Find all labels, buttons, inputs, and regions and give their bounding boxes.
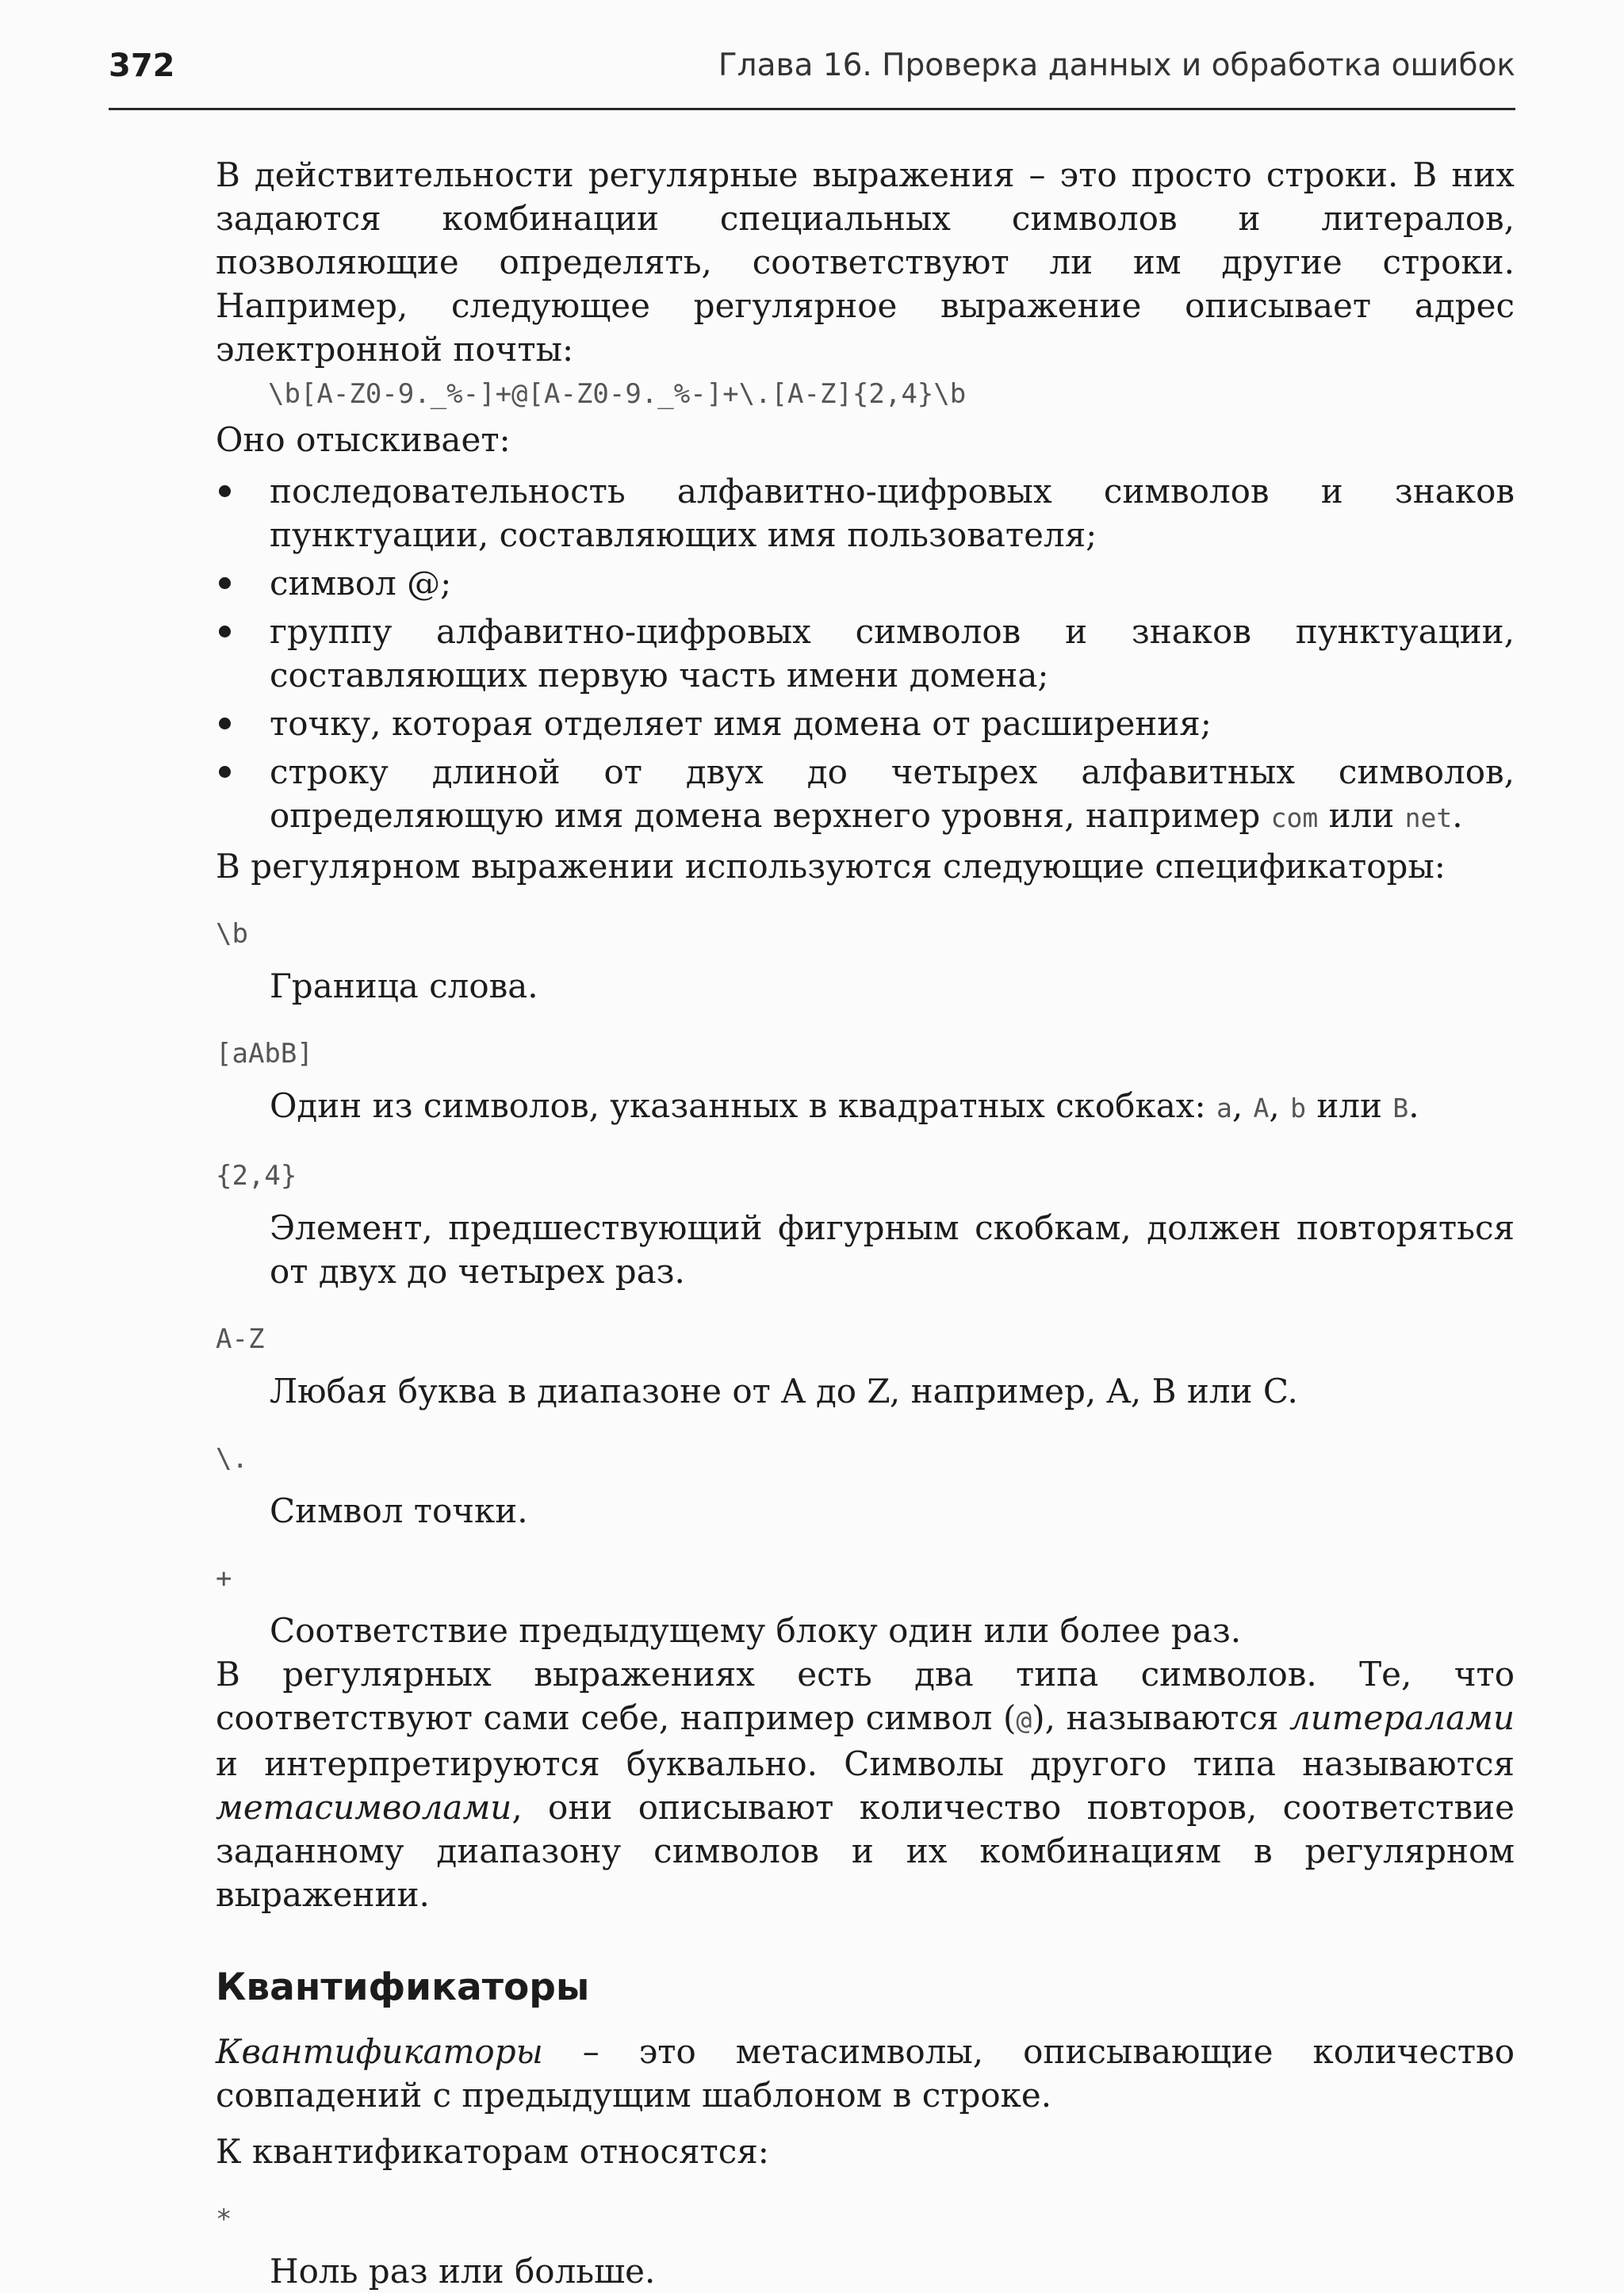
specifier-term: [aAbB] [216, 1038, 313, 1070]
text-run: , [1231, 1086, 1254, 1125]
intro-paragraph: В действительности регулярные выражения – это просто строки. В них задаются комбинации специальных символов и литералов, позволяющие определять, соответствуют ли им другие строки. Например, следующее регулярное выражение описывает адрес электронной почты: [216, 155, 1515, 369]
chapter-title: Глава 16. Проверка данных и обработка ошибок [718, 48, 1515, 83]
section-heading: Квантификаторы [216, 1966, 590, 2009]
inline-code: B [1392, 1093, 1409, 1124]
list-item-text [270, 750, 1515, 840]
main-content [216, 153, 1515, 2293]
emphasis: метасимволами [216, 1788, 512, 1827]
list-item [216, 561, 1515, 605]
finds-label: Оно отыскивает: [216, 420, 511, 459]
list-item-text: точку, которая отделяет имя домена от расширения; [270, 704, 1212, 743]
inline-code: A [1253, 1093, 1270, 1124]
inline-code: @ [1016, 1705, 1032, 1736]
text-run: , они описывают количество повторов, соответствие заданному диапазону символов и их комбинациям в регулярном выражении. [216, 1788, 1515, 1914]
list-item [216, 702, 1515, 745]
match-parts-list [216, 469, 1515, 840]
inline-code: com [1270, 802, 1319, 833]
text-run: и интерпретируются буквально. Символы другого типа называются [216, 1744, 1515, 1783]
list-item [216, 750, 1515, 840]
list-item-text: последовательность алфавитно-цифровых символов и знаков пунктуации, составляющих имя пользователя; [270, 472, 1515, 554]
list-item [216, 610, 1515, 697]
text-run: – это метасимволы, описывающие количество совпадений с предыдущим шаблоном в строке. [216, 2032, 1515, 2115]
inline-code: net [1404, 802, 1453, 833]
specifier-definition: Граница слова. [270, 967, 538, 1005]
specifier-definition: Соответствие предыдущему блоку один или более раз. [270, 1611, 1242, 1650]
specifier-definition: Символ точки. [270, 1491, 528, 1530]
inline-code: b [1290, 1093, 1306, 1124]
quantifiers-list-intro: К квантификаторам относятся: [216, 2132, 769, 2171]
literals-paragraph [216, 1652, 1515, 1916]
text-run: или [1318, 796, 1405, 835]
bullet-icon [219, 485, 231, 497]
text-run: , [1269, 1086, 1291, 1125]
quantifier-term: * [216, 2203, 232, 2235]
emphasis: Квантификаторы [216, 2032, 543, 2071]
spacer [216, 2117, 1515, 2130]
bullet-icon [219, 626, 231, 637]
list-item-text: группу алфавитно-цифровых символов и знаков пунктуации, составляющих первую часть имени домена; [270, 612, 1515, 695]
text-run: . [1452, 796, 1463, 835]
page-number: 372 [109, 48, 175, 84]
running-header [109, 41, 1515, 110]
specifier-term: \. [216, 1443, 248, 1475]
specifiers-intro: В регулярном выражении используются следующие спецификаторы: [216, 847, 1446, 886]
specifier-term: A-Z [216, 1323, 265, 1355]
regex-example: \b[A-Z0-9._%-]+@[A-Z0-9._%-]+\.[A-Z]{2,4}\b [268, 378, 967, 410]
text-run: В регулярных выражениях есть два типа символов. Те, что соответствуют сами себе, например символ ( [216, 1655, 1515, 1737]
text-run: ), называются [1032, 1698, 1289, 1737]
list-item-text: символ @; [270, 564, 452, 603]
inline-code: a [1216, 1093, 1232, 1124]
specifier-definition: Любая буква в диапазоне от A до Z, например, A, B или C. [270, 1372, 1298, 1411]
list-item [216, 469, 1515, 557]
bullet-icon [219, 577, 231, 589]
text-run: Один из символов, указанных в квадратных скобках: [270, 1086, 1216, 1125]
specifier-definition: Элемент, предшествующий фигурным скобкам, должен повторяться от двух до четырех раз. [270, 1208, 1515, 1291]
specifier-term: {2,4} [216, 1160, 297, 1192]
specifier-term: \b [216, 918, 248, 950]
specifier-term: + [216, 1563, 232, 1594]
quantifiers-definition [216, 2030, 1515, 2117]
bullet-icon [219, 766, 231, 778]
specifier-definition [270, 1084, 1515, 1130]
bullet-icon [219, 718, 231, 729]
quantifier-definition: Ноль раз или больше. [270, 2252, 656, 2291]
text-run: или [1305, 1086, 1393, 1125]
text-run: . [1408, 1086, 1419, 1125]
text-run: строку длиной от двух до четырех алфавитных символов, определяющую имя домена верхнего уровня, например [270, 752, 1515, 835]
emphasis: литералами [1289, 1698, 1515, 1737]
